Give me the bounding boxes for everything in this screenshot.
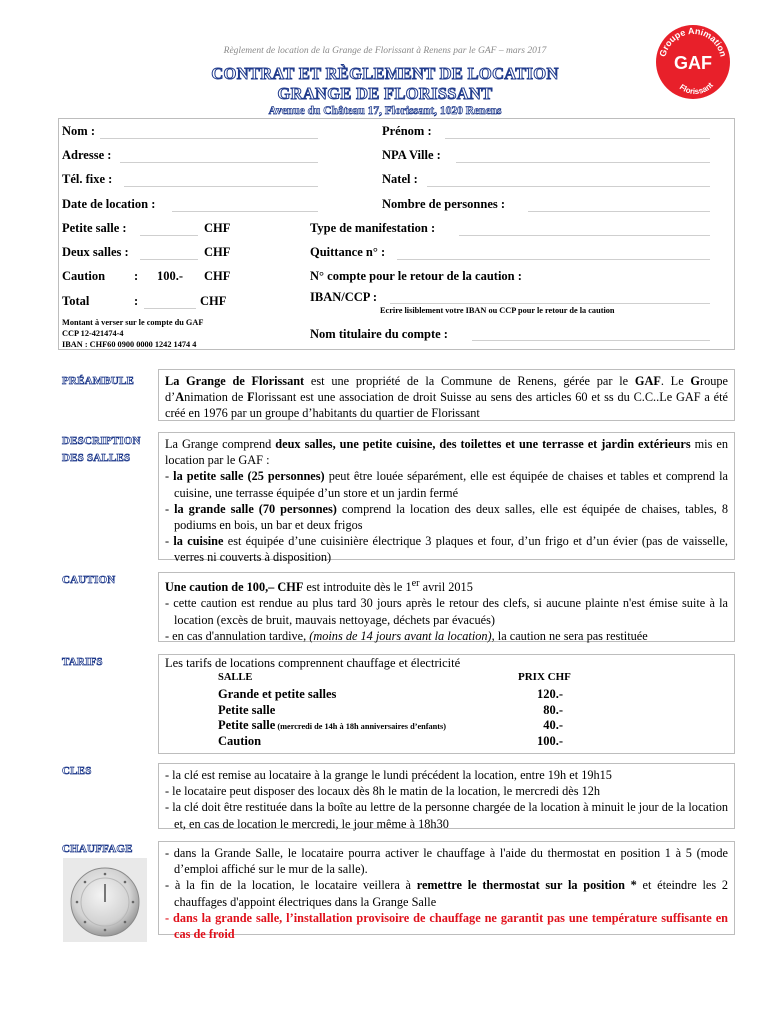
- date-field[interactable]: [172, 211, 318, 212]
- chauffage-item-end: et éteindre les 2 chauffages d'appoint électriques dans la Grange Salle: [174, 878, 728, 909]
- caution-lead-sup: er: [411, 578, 420, 589]
- description-intro-text: mis en location par le GAF :: [165, 437, 728, 468]
- page-subtitle: GRANGE DE FLORISSANT: [277, 84, 493, 103]
- tarif-row-label: Grande et petite salles: [218, 687, 337, 701]
- tarifs-intro: Les tarifs de locations comprennent chauffage et électricité: [165, 656, 461, 670]
- preambule-box: [158, 369, 735, 421]
- chauffage-warning: - dans la grande salle, l’installation provisoire de chauffage ne garantit pas une température suffisante en cas de froid: [165, 910, 728, 942]
- chauffage-box: [158, 841, 735, 942]
- preambule-initial: G: [690, 374, 700, 388]
- cles-item: - le locataire peut disposer des locaux dès 8h le matin de la location, le mercredi dès 12h: [165, 784, 601, 799]
- total-label: Total: [62, 294, 90, 308]
- description-heading-line2: DES SALLES: [62, 452, 131, 464]
- natel-field[interactable]: [427, 186, 710, 187]
- dash: -: [165, 469, 174, 484]
- type-label: Type de manifestation :: [310, 221, 436, 235]
- adresse-field[interactable]: [120, 162, 318, 163]
- gaf-iban: IBAN : CHF60 0900 0000 1242 1474 4: [62, 340, 197, 349]
- deux-salles-field[interactable]: [140, 259, 198, 260]
- caution-colon: :: [134, 269, 139, 283]
- chauffage-item: [165, 877, 728, 909]
- tarif-row-label: Petite salle: [218, 703, 276, 717]
- date-label: Date de location :: [62, 197, 156, 211]
- total-field[interactable]: [144, 308, 196, 309]
- description-item-bold: la grande salle (70 personnes): [174, 501, 337, 516]
- type-field[interactable]: [459, 235, 710, 236]
- venue-address: Avenue du Château 17, Florissant, 1020 Renens: [268, 105, 502, 117]
- logo-bottom-text: Florissant: [677, 80, 715, 97]
- dash: -: [165, 501, 175, 516]
- caution-box: [158, 572, 735, 642]
- description-box: [158, 432, 735, 565]
- preambule-gaf: GAF: [634, 374, 661, 388]
- gaf-ccp: CCP 12-421474-4: [62, 329, 124, 338]
- prenom-field[interactable]: [445, 138, 710, 139]
- description-item-bold: la cuisine: [173, 534, 224, 549]
- caution-item-end: , la caution ne sera pas restituée: [491, 628, 648, 643]
- gaf-logo: [655, 24, 731, 100]
- description-item-bold: la petite salle (25 personnes): [173, 469, 325, 484]
- preambule-initial: A: [175, 390, 185, 405]
- chauffage-item: - dans la Grande Salle, le locataire pourra activer le chauffage à l'aide du thermostat en position 1 à 5 (mode d’emploi affiché sur le mur de la salle).: [165, 846, 728, 877]
- petite-salle-field[interactable]: [140, 235, 198, 236]
- description-item: [165, 533, 728, 565]
- montant-note: Montant à verser sur le compte du GAF: [62, 318, 204, 327]
- caution-heading: CAUTION: [62, 574, 116, 586]
- npa-ville-label: NPA Ville :: [382, 148, 441, 162]
- iban-note: Ecrire lisiblement votre IBAN ou CCP pour le retour de la caution: [380, 306, 615, 315]
- caution-label: Caution: [62, 269, 106, 283]
- nom-field[interactable]: [100, 138, 318, 139]
- prenom-label: Prénom :: [382, 124, 432, 138]
- petite-salle-label: Petite salle :: [62, 221, 127, 235]
- tarif-row-label: Petite salle: [218, 718, 276, 732]
- tarif-row: [218, 718, 446, 733]
- logo-center-text: GAF: [674, 53, 712, 73]
- logo-arc-text: Groupe Animation: [657, 25, 729, 58]
- titulaire-field[interactable]: [472, 340, 710, 341]
- nombre-label: Nombre de personnes :: [382, 197, 506, 211]
- iban-label: IBAN/CCP :: [310, 290, 378, 304]
- tel-label: Tél. fixe :: [62, 172, 113, 186]
- description-item-text: est équipée d’une cuisinière électrique 3 plaques et four, d’un frigo et d’un évier (pas de vaisselle, verres ni couverts à disposition): [174, 534, 729, 565]
- cles-item: - la clé est remise au locataire à la grange le lundi précédent la location, entre 19h et 19h15: [165, 768, 612, 782]
- iban-field[interactable]: [390, 303, 710, 304]
- preambule-text: lorissant est une association de droit Suisse au sens des articles 60 et ss du C.C..Le GAF a été créé en 1976 par un groupe d’habitants du quartier de Florissant: [165, 390, 728, 421]
- titulaire-label: Nom titulaire du compte :: [310, 327, 448, 341]
- tarif-row-note: (mercredi de 14h à 18h anniversaires d’enfants): [275, 722, 447, 731]
- tarif-row-price: 40.-: [543, 718, 563, 732]
- compte-label: N° compte pour le retour de la caution :: [310, 269, 522, 283]
- caution-value: 100.-: [157, 269, 184, 283]
- description-heading: [62, 433, 141, 467]
- page-title: CONTRAT ET RÈGLEMENT DE LOCATION: [211, 64, 559, 83]
- description-intro-bold: deux salles, une petite cuisine, des toilettes et une terrasse et jardin extérieurs: [275, 437, 691, 451]
- tel-field[interactable]: [124, 186, 318, 187]
- preambule-text: roupe d’: [165, 374, 728, 405]
- preambule-initial: F: [247, 390, 255, 405]
- caution-lead-bold: Une caution de 100,– CHF: [165, 580, 304, 595]
- nom-label: Nom :: [62, 124, 95, 138]
- cles-heading: CLES: [62, 765, 92, 777]
- dash: -: [165, 534, 174, 549]
- nombre-field[interactable]: [528, 211, 710, 212]
- tarif-row-price: 100.-: [536, 734, 563, 748]
- tarifs-col-prix: PRIX CHF: [518, 671, 571, 683]
- caution-lead-text: est introduite dès le 1: [303, 580, 412, 595]
- caution-item: [165, 628, 728, 644]
- deux-salles-chf: CHF: [204, 245, 231, 259]
- description-item: [165, 501, 728, 533]
- deux-salles-label: Deux salles :: [62, 245, 129, 259]
- cles-box: [158, 763, 735, 829]
- description-item-text: peut être louée séparément, elle est équipée de chaises et tables et comprend la cuisine, une terrasse équipée d’un store et un jardin fermé: [174, 469, 728, 500]
- total-chf: CHF: [200, 294, 227, 308]
- petite-salle-chf: CHF: [204, 221, 231, 235]
- preambule-text: est une propriété de la Commune de Renens, gérée par le: [304, 374, 635, 388]
- total-colon: :: [134, 294, 139, 308]
- caution-chf: CHF: [204, 269, 231, 283]
- description-intro: [165, 436, 728, 468]
- tarif-row-price: 80.-: [543, 703, 563, 717]
- preambule-text: . Le: [660, 374, 691, 388]
- quittance-label: Quittance n° :: [310, 245, 386, 259]
- description-intro-text: La Grange comprend: [165, 437, 276, 451]
- header-note: Règlement de location de la Grange de Florissant à Renens par le GAF – mars 2017: [223, 46, 547, 56]
- description-item-text: comprend la location des deux salles, elle est équipée de chaises, tables, 8 podiums en bois, un bar et deux frigos: [174, 501, 729, 533]
- npa-ville-field[interactable]: [456, 162, 710, 163]
- quittance-field[interactable]: [397, 259, 710, 260]
- caution-lead: [165, 576, 728, 595]
- preambule-heading: PRÉAMBULE: [62, 375, 135, 387]
- preambule-text: nimation de: [184, 390, 248, 405]
- chauffage-item-bold: remettre le thermostat sur la position *: [416, 878, 637, 893]
- thermostat-photo: [63, 858, 147, 942]
- tarif-row-label: Caution: [218, 734, 262, 748]
- tarifs-heading: TARIFS: [62, 656, 103, 668]
- cles-item: - la clé doit être restituée dans la boîte au lettre de la personne chargée de la location à minuit le jour de la location et, en cas de location le mercredi, le jour même à 18h30: [165, 800, 728, 831]
- description-item: [165, 468, 728, 500]
- preambule-name: La Grange de Florissant: [165, 374, 305, 388]
- caution-item-text: - en cas d'annulation tardive,: [165, 628, 310, 643]
- chauffage-item-text: - à la fin de la location, le locataire veillera à: [165, 878, 417, 893]
- tarifs-col-salle: SALLE: [218, 672, 253, 683]
- description-heading-line1: DESCRIPTION: [62, 435, 141, 447]
- tarif-row-price: 120.-: [536, 687, 563, 701]
- caution-lead-end: avril 2015: [419, 580, 473, 595]
- natel-label: Natel :: [382, 172, 418, 186]
- adresse-label: Adresse :: [62, 148, 112, 162]
- caution-italic: (moins de 14 jours avant la location): [309, 628, 492, 643]
- caution-item: - cette caution est rendue au plus tard 30 jours après le retour des clefs, si aucune plainte n'est émise suite à la location (excès de bruit, mauvais nettoyage, déchets par évacués): [165, 596, 728, 627]
- chauffage-heading: CHAUFFAGE: [62, 843, 133, 855]
